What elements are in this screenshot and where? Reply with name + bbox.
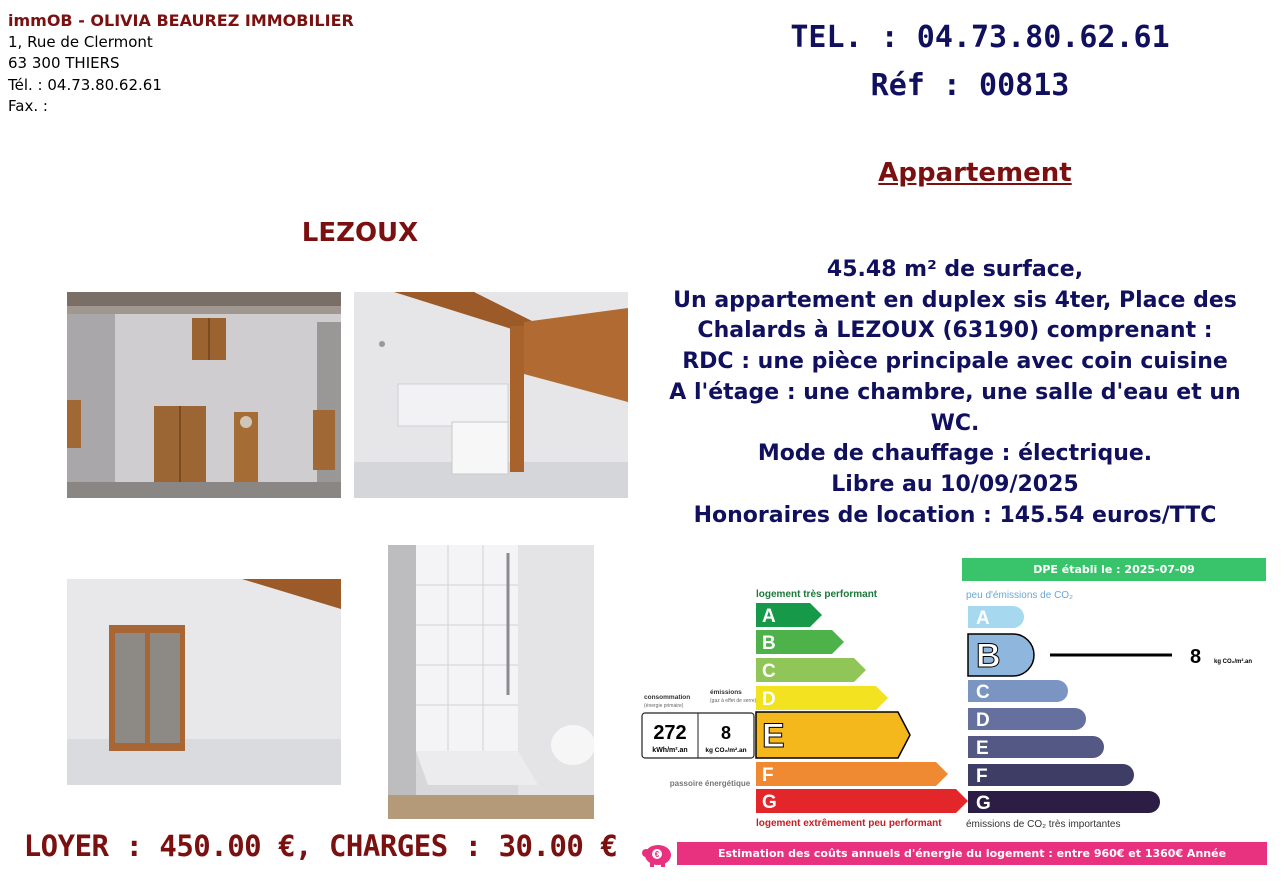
energy-class-letter-g: G — [762, 792, 777, 813]
ges-unit: kg CO₂/m².an — [1214, 659, 1253, 665]
passoire-label: passoire énergétique — [669, 779, 751, 788]
svg-text:€: € — [654, 850, 660, 859]
consumption-value: 272 — [653, 722, 687, 744]
ges-bottom-label: émissions de CO₂ très importantes — [966, 819, 1121, 830]
property-type: Appartement — [878, 158, 1072, 188]
ges-class-letter-b: B — [976, 637, 1001, 675]
description-line: Chalards à LEZOUX (63190) comprenant : — [697, 318, 1213, 344]
emissions-unit: kg CO₂/m².an — [705, 747, 747, 754]
energy-class-letter-c: C — [762, 661, 776, 682]
ges-class-bar-g — [968, 791, 1160, 813]
rent-and-charges: LOYER : 450.00 €, CHARGES : 30.00 € — [23, 829, 618, 863]
agency-phone: Tél. : 04.73.80.62.61 — [8, 75, 162, 94]
reference-number: Réf : 00813 — [870, 68, 1070, 103]
piggy-bank-icon — [640, 840, 674, 868]
energy-class-bar-d — [756, 686, 888, 710]
energy-cost-estimate: Estimation des coûts annuels d'énergie du logement : entre 960€ et 1360€ Année — [677, 842, 1267, 865]
energy-class-bar-g — [756, 789, 968, 813]
ges-top-label: peu d'émissions de CO₂ — [966, 590, 1073, 601]
photo-living-room[interactable] — [67, 579, 341, 785]
energy-class-letter-a: A — [762, 606, 776, 627]
description-line: Honoraires de location : 145.54 euros/TTC — [693, 502, 1217, 528]
ges-class-letter-e: E — [976, 738, 989, 759]
emissions-label: émissions — [710, 689, 742, 696]
ges-class-bar-f — [968, 764, 1134, 786]
dpe-date-banner: DPE établi le : 2025-07-09 — [962, 558, 1266, 581]
agency-address-line2: 63 300 THIERS — [8, 54, 120, 72]
energy-label — [640, 580, 970, 830]
agency-name: immOB - OLIVIA BEAUREZ IMMOBILIER — [8, 11, 354, 30]
ges-value: 8 — [1190, 646, 1202, 668]
ges-class-letter-f: F — [976, 766, 988, 787]
photo-kitchen[interactable] — [354, 292, 628, 498]
consumption-sublabel: (énergie primaire) — [644, 703, 684, 709]
description-line: RDC : une pièce principale avec coin cuisine — [682, 349, 1228, 375]
energy-class-bar-f — [756, 762, 948, 786]
consumption-label: consommation — [644, 694, 691, 701]
energy-class-letter-d: D — [762, 689, 776, 710]
photo-facade[interactable] — [67, 292, 341, 498]
emissions-sublabel: (gaz à effet de serre) — [710, 698, 757, 704]
energy-class-letter-e: E — [762, 717, 785, 755]
ges-label — [962, 586, 1272, 831]
property-city: LEZOUX — [301, 218, 419, 248]
header-phone: TEL. : 04.73.80.62.61 — [790, 20, 1170, 55]
energy-bottom-label: logement extrêmement peu performant — [756, 818, 942, 829]
photo-shower[interactable] — [388, 545, 594, 819]
consumption-unit: kWh/m².an — [652, 747, 688, 754]
ges-class-letter-d: D — [976, 710, 990, 731]
ges-class-letter-c: C — [976, 682, 990, 703]
energy-class-letter-f: F — [762, 765, 774, 786]
description-line: Libre au 10/09/2025 — [831, 471, 1079, 497]
description-line: Mode de chauffage : électrique. — [757, 441, 1153, 467]
agency-info — [8, 10, 354, 118]
energy-class-letter-b: B — [762, 633, 776, 654]
emissions-value: 8 — [720, 723, 732, 743]
ges-class-letter-a: A — [976, 608, 990, 629]
agency-address-line1: 1, Rue de Clermont — [8, 32, 153, 51]
property-description — [640, 255, 1270, 531]
agency-fax: Fax. : — [8, 97, 48, 115]
ges-class-letter-g: G — [976, 793, 991, 814]
description-line: Un appartement en duplex sis 4ter, Place des — [673, 287, 1237, 313]
description-line: 45.48 m² de surface, — [826, 257, 1084, 282]
description-line: WC. — [930, 410, 980, 436]
description-line: A l'étage : une chambre, une salle d'eau et un — [669, 379, 1241, 405]
energy-top-label: logement très performant — [756, 589, 878, 600]
